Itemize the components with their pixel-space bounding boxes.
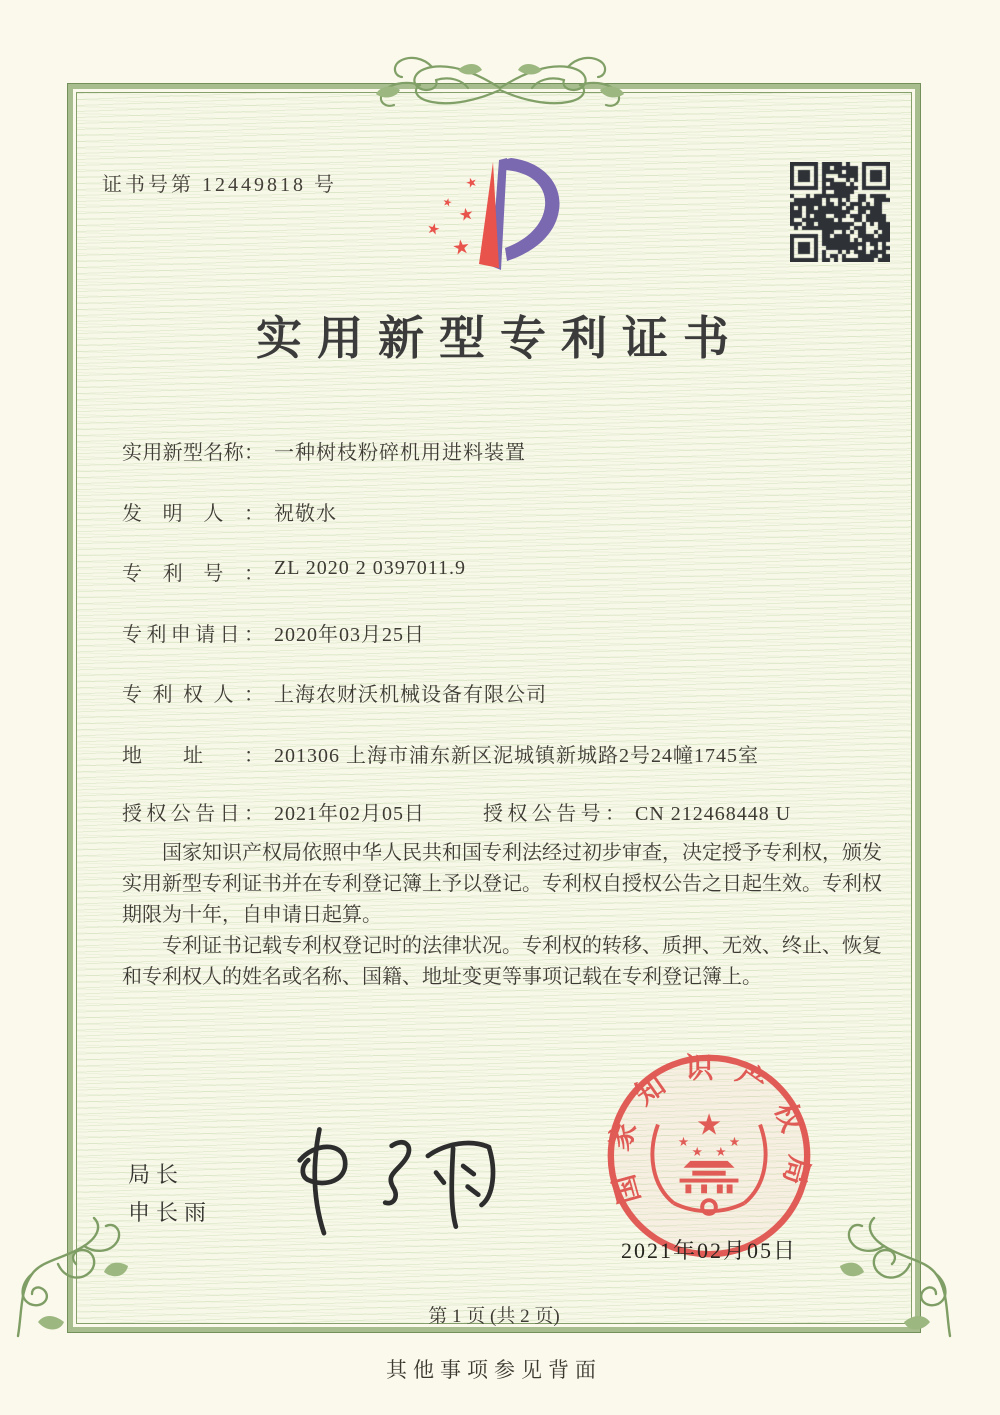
- page-number: 第 1 页 (共 2 页): [428, 1306, 560, 1327]
- field-row-patent-no: [122, 557, 912, 586]
- field-label: 发明人：: [122, 503, 264, 525]
- field-row-name: [122, 436, 912, 465]
- field-label: 授权公告号：: [483, 803, 625, 825]
- star-icon: ★: [691, 1145, 703, 1160]
- logo-stars: [425, 174, 480, 260]
- qr-code: [790, 162, 890, 262]
- logo-p-shape: [503, 158, 560, 261]
- director-name: 申长雨: [128, 1200, 213, 1225]
- legal-text: [122, 838, 882, 993]
- star-icon: ★: [715, 1145, 727, 1160]
- legal-paragraph-1: 国家知识产权局依照中华人民共和国专利法经过初步审查，决定授予专利权，颁发实用新型专利证书并在专利登记簿上予以登记。专利权自授权公告之日起生效。专利权期限为十年，自申请日起算。: [122, 842, 882, 926]
- field-value: 201306 上海市浦东新区泥城镇新城路2号24幢1745室: [274, 745, 759, 767]
- field-row-address: [122, 739, 912, 768]
- field-row-patentee: [122, 678, 912, 707]
- field-label: 专利申请日：: [122, 624, 264, 646]
- star-icon: ★: [457, 203, 476, 227]
- field-value: 2021年02月05日: [274, 803, 425, 825]
- director-signature: [281, 1104, 510, 1244]
- field-row-inventor: [122, 497, 912, 526]
- field-label: 地址：: [122, 745, 264, 767]
- seal-org-text: 国家知识产权局: [603, 1053, 815, 1207]
- star-icon: ★: [450, 233, 472, 261]
- star-icon: ★: [695, 1107, 723, 1142]
- field-value: 2020年03月25日: [274, 624, 425, 646]
- field-value: ZL 2020 2 0397011.9: [274, 557, 466, 579]
- field-label: 授权公告日：: [122, 803, 264, 825]
- star-icon: ★: [677, 1135, 690, 1151]
- star-icon: ★: [728, 1135, 741, 1151]
- field-row-grant: [122, 797, 912, 826]
- field-value: 上海农财沃机械设备有限公司: [274, 684, 547, 706]
- logo-red-wedge: [479, 162, 499, 268]
- legal-paragraph-2: 专利证书记载专利权登记时的法律状况。专利权的转移、质押、无效、终止、恢复和专利权人的姓名或名称、国籍、地址变更等事项记载在专利登记簿上。: [122, 935, 882, 988]
- seal-date: 2021年02月05日: [620, 1238, 797, 1263]
- field-label: 专利号：: [122, 563, 264, 585]
- field-label: 实用新型名称：: [122, 442, 264, 464]
- certificate-number: 证书号第 12449818 号: [102, 174, 337, 196]
- cnipa-logo: [421, 148, 579, 286]
- star-icon: ★: [441, 195, 454, 210]
- star-icon: ★: [424, 218, 443, 240]
- star-icon: ★: [463, 174, 480, 193]
- official-seal: [598, 1048, 820, 1264]
- field-value: CN 212468448 U: [635, 803, 792, 825]
- field-value: 祝敬水: [274, 503, 337, 525]
- field-label: 专利权人：: [122, 684, 264, 706]
- certificate-title: 实用新型专利证书: [256, 313, 744, 364]
- field-row-filing-date: [122, 618, 912, 647]
- footer-note: 其他事项参见背面: [386, 1358, 602, 1382]
- director-title: 局长: [128, 1162, 185, 1187]
- field-value: 一种树枝粉碎机用进料装置: [274, 442, 526, 464]
